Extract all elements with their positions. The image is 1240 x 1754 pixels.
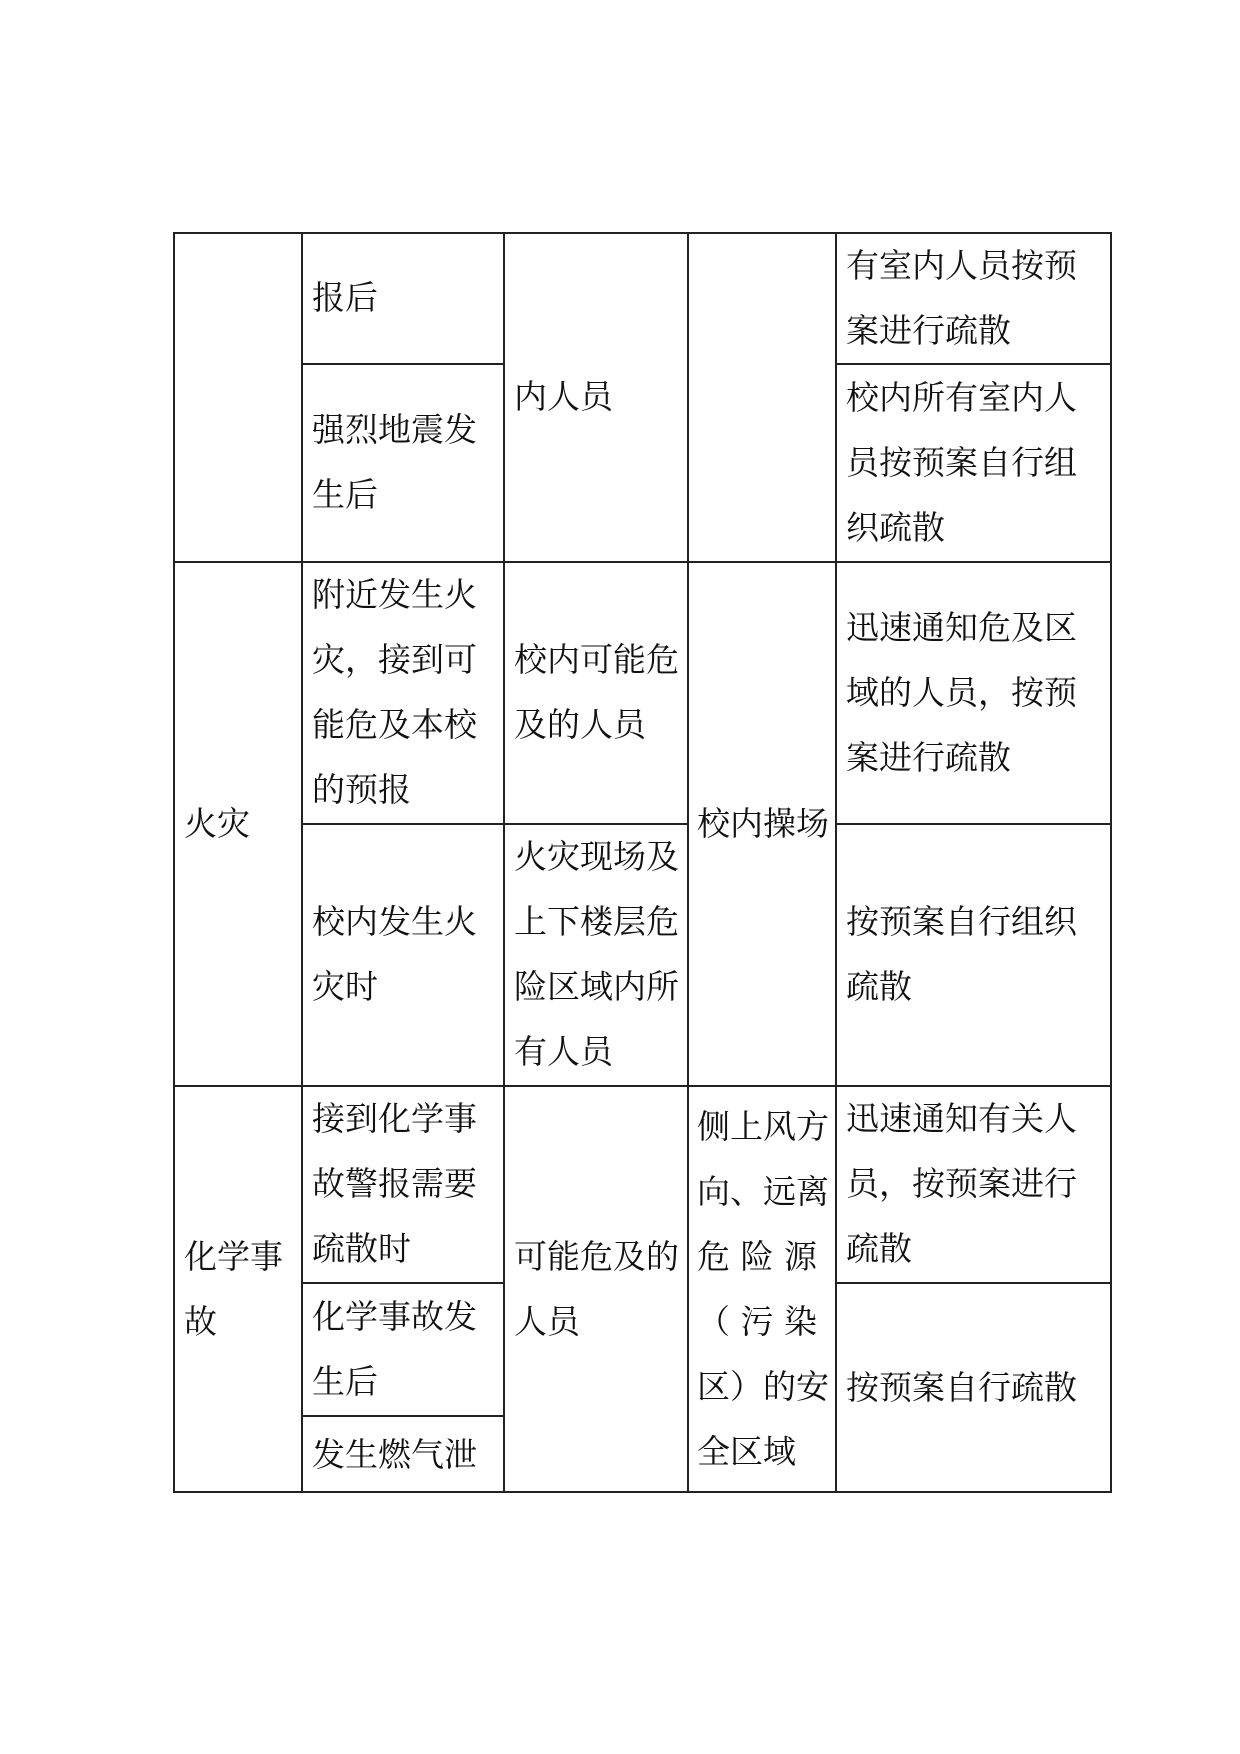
table-cell-condition [301,1282,503,1415]
cell-text: 内人员 [514,377,613,416]
table-cell-type [173,1085,301,1493]
table-border [835,823,1112,825]
table-cell-action [835,1085,1112,1282]
table-cell-type [173,232,301,561]
table-cell-destination [687,561,835,1085]
table-cell-action [835,561,1112,823]
table-cell-type [173,561,301,1085]
cell-text: 接到化学事 故警报需要 疏散时 [312,1099,477,1268]
cell-text: 校内发生火 灾时 [312,902,477,1006]
table-border [301,363,503,365]
cell-text: 化学事故发 生后 [312,1296,477,1401]
table-cell-condition [301,1085,503,1282]
table-cell-condition [301,363,503,561]
cell-text: 校内操场 [697,803,829,843]
table-cell-condition [301,823,503,1085]
cell-text: 迅速通知有关人 员，按预案进行 疏散 [846,1099,1077,1268]
table-cell-action [835,823,1112,1085]
table-border [835,232,837,1493]
table-cell-condition [301,232,503,363]
cell-text: 按预案自行疏散 [846,1368,1077,1407]
cell-text: 火灾 [184,803,250,843]
table-border [835,1282,1112,1284]
evacuation-table [173,232,1112,1493]
table-border [173,232,1112,234]
cell-text: 按预案自行组织 疏散 [846,902,1077,1006]
table-border [301,1282,503,1284]
table-cell-action [835,1282,1112,1493]
table-cell-scope [503,561,687,823]
table-border [173,232,175,1493]
table-cell-destination [687,232,835,561]
cell-text: 可能危及的 人员 [514,1237,679,1341]
table-border [173,561,1112,563]
table-cell-scope [503,1085,687,1493]
table-cell-action [835,232,1112,363]
cell-text: 迅速通知危及区 域的人员，按预 案进行疏散 [846,607,1077,777]
cell-text: 强烈地震发 生后 [312,410,477,514]
cell-text: 校内所有室内人 员按预案自行组 织疏散 [846,377,1077,547]
table-border [173,1491,1112,1493]
cell-text: 发生燃气泄 [312,1434,477,1474]
table-cell-scope [503,823,687,1085]
table-cell-scope [503,232,687,561]
cell-text: 侧上风方 向、远离 危 险 源 （ 污 染 区）的安 全区域 [697,1107,829,1471]
cell-text: 附近发生火 灾，接到可 能危及本校 的预报 [312,575,477,809]
table-border [835,363,1112,365]
table-cell-condition [301,1415,503,1493]
cell-text: 有室内人员按预 案进行疏散 [846,245,1077,350]
table-cell-destination [687,1085,835,1493]
cell-text: 火灾现场及 上下楼层危 险区域内所 有人员 [514,837,679,1071]
table-border [173,1085,1112,1087]
cell-text: 报后 [312,278,378,317]
table-border [301,823,687,825]
table-border [687,232,689,1493]
table-border [301,1415,503,1417]
table-border [301,232,303,1493]
table-cell-action [835,363,1112,561]
cell-text: 校内可能危 及的人员 [514,640,679,744]
table-border [503,232,505,1493]
table-cell-condition [301,561,503,823]
cell-text: 化学事 故 [184,1237,283,1341]
table-border [1110,232,1112,1493]
